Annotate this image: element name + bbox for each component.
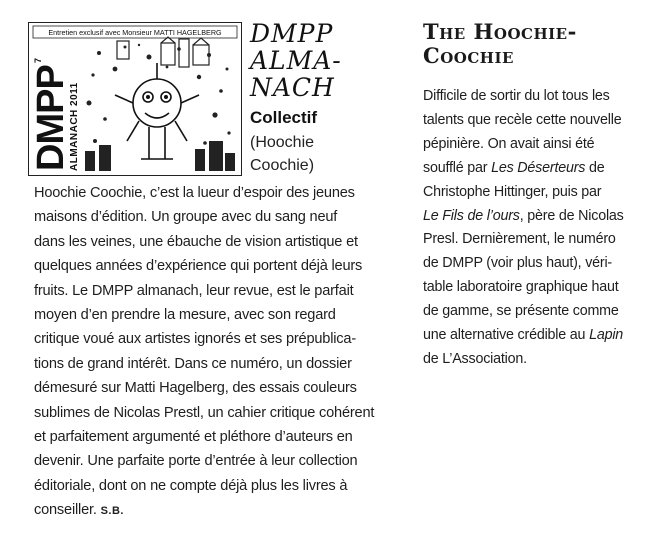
cover-side-number: 7 (33, 57, 43, 63)
review-line: quelques années d’expérience qui portent déjà leurs (34, 258, 363, 275)
book-reference: Le Fils de l’ours (423, 207, 520, 224)
review-line: critique voué aux artistes ignorés et ses prépublica- (34, 331, 356, 348)
section-body-text (423, 85, 648, 372)
publisher-line: (Hoochie (250, 134, 315, 151)
book-author: Collectif (250, 108, 318, 127)
section-line: de DMPP (voir plus haut), véri- (423, 255, 612, 272)
book-title (250, 20, 360, 101)
book-title-line: NACH (250, 73, 335, 102)
review-last-line (34, 498, 374, 523)
book-cover-image (28, 22, 242, 176)
review-line: moyen d’en prendre la mesure, avec son regard (34, 307, 336, 324)
review-line: sublimes de Nicolas Prestl, un cahier critique cohérent (34, 404, 375, 421)
review-line: tions de grand intérêt. Dans ce numéro, un dossier (34, 355, 352, 372)
section-line: Presl. Dernièrement, le numéro (423, 231, 616, 248)
section-line (423, 157, 648, 181)
section-text: , père de Nicolas (519, 207, 624, 224)
book-title-line: ALMA- (250, 46, 342, 75)
section-title (423, 20, 653, 68)
review-signature: S.B. (100, 505, 124, 518)
section-text: soufflé par (423, 159, 492, 176)
review-last-text: conseiller. (34, 502, 97, 519)
section-line (423, 205, 648, 229)
section-title-line: The Hoochie- (423, 19, 577, 44)
section-line: de L’Association. (423, 350, 527, 367)
review-line: Hoochie Coochie, c’est la lueur d’espoir des jeunes (34, 185, 355, 201)
review-line: et parfaitement argumenté et pléthore d’auteurs en (34, 429, 353, 446)
section-line: de gamme, se présente comme (423, 303, 619, 320)
review-line: devenir. Une parfaite porte d’entrée à leur collection (34, 453, 358, 470)
section-line: talents que recèle cette nouvelle (423, 111, 622, 128)
section-line (423, 324, 648, 348)
review-line: démesuré sur Matti Hagelberg, des essais couleurs (34, 380, 357, 397)
cover-subtitle-text: ALMANACH 2011 (69, 82, 80, 171)
publisher-line: Coochie) (250, 157, 315, 174)
review-text (34, 181, 374, 524)
cover-illustration (29, 23, 241, 175)
book-reference: Les Déserteurs (491, 159, 586, 176)
section-title-line: Coochie (423, 43, 514, 68)
book-publisher (250, 131, 350, 177)
review-line: fruits. Le DMPP almanach, leur revue, est le parfait (34, 282, 354, 299)
cover-banner-text: Entretien exclusif avec Monsieur MATTI HAGELBERG (48, 28, 222, 37)
review-line: maisons d’édition. Un groupe avec du sang neuf (34, 209, 338, 226)
section-text: une alternative crédible au (423, 327, 590, 344)
section-line: table laboratoire graphique haut (423, 279, 619, 296)
book-reference: Lapin (589, 327, 624, 344)
section-text: de (585, 159, 605, 176)
review-line: éditoriale, dont on ne compte déjà plus les livres à (34, 477, 348, 494)
section-line: pépinière. On avait ainsi été (423, 135, 595, 152)
book-title-line: DMPP (250, 19, 334, 48)
cover-logo-text: DMPP (30, 65, 72, 171)
section-line: Difficile de sortir du lot tous les (423, 88, 610, 104)
section-line: Christophe Hittinger, puis par (423, 183, 602, 200)
review-line: dans les veines, une ébauche de vision artistique et (34, 233, 358, 250)
